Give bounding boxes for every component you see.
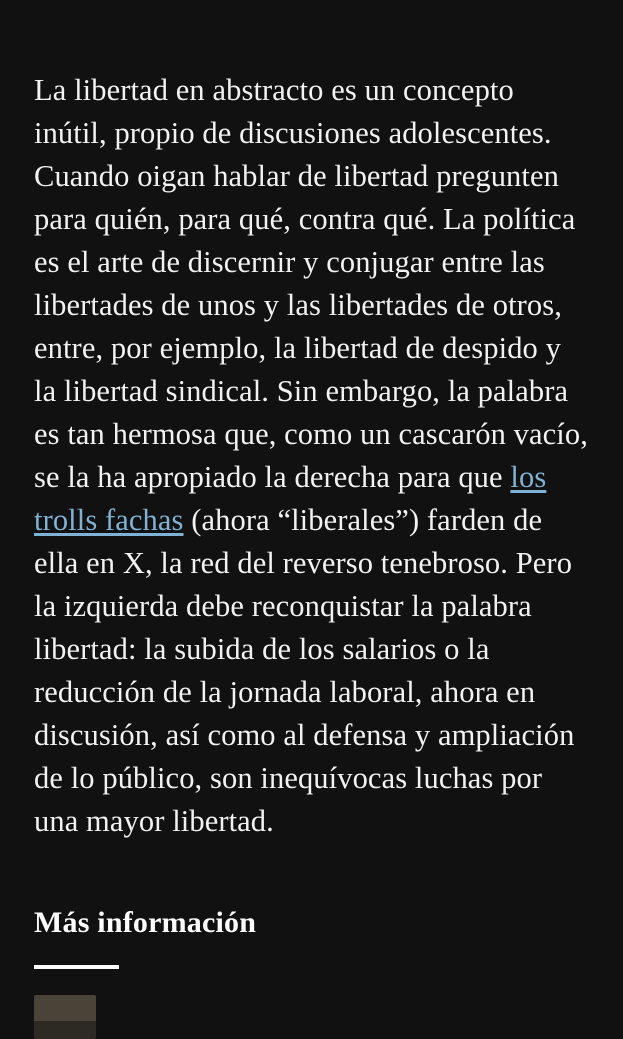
article-paragraph [34, 69, 589, 843]
paragraph-text-before-link: La libertad en abstracto es un concepto inútil, propio de discusiones adolescentes. Cuando oigan hablar de libertad pregunten para quién, para qué, contra qué. La política es el arte de discernir y conjugar entre las libertades de unos y las libertades de otros, entre, por ejemplo, la libertad de despido y la libertad sindical. Sin embargo, la palabra es tan hermosa que, como un cascarón vacío, se la ha apropiado la derecha para que [34, 73, 588, 494]
more-information-section [34, 905, 589, 1039]
thumbnail-shade [34, 1021, 96, 1039]
related-article-thumbnail[interactable] [34, 995, 96, 1039]
section-divider [34, 965, 119, 969]
related-article-teaser[interactable] [34, 995, 589, 1039]
more-information-heading: Más información [34, 905, 589, 941]
inline-link-los-trolls-fachas[interactable]: los trolls fachas [34, 460, 546, 537]
paragraph-text-after-link: (ahora “liberales”) farden de ella en X, la red del reverso tenebroso. Pero la izquierda debe reconquistar la palabra libertad: la subida de los salarios o la reducción de la jornada laboral, ahora en discusión, así como al defensa y ampliación de lo público, son inequívocas luchas por una mayor libertad. [34, 503, 574, 838]
